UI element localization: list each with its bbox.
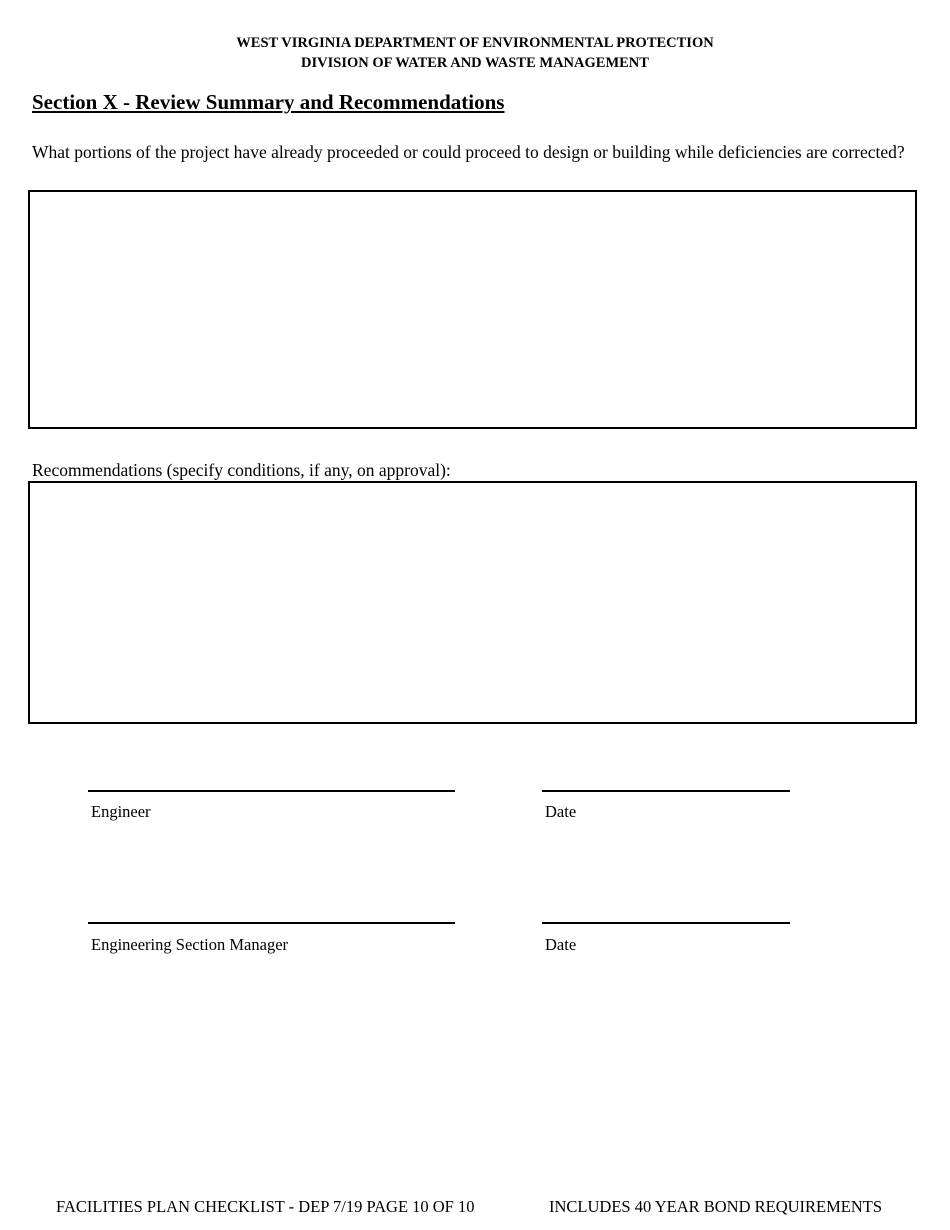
manager-label: Engineering Section Manager (91, 935, 289, 954)
agency-name: WEST VIRGINIA DEPARTMENT OF ENVIRONMENTAL PROTECTION (236, 35, 714, 51)
manager-signature-line[interactable] (88, 922, 455, 924)
engineer-date-line[interactable] (542, 790, 790, 792)
footer-form-id: FACILITIES PLAN CHECKLIST - DEP 7/19 PAGE 10 OF 10 (56, 1197, 475, 1216)
footer-note: INCLUDES 40 YEAR BOND REQUIREMENTS (549, 1197, 883, 1216)
engineer-signature-line[interactable] (88, 790, 455, 792)
recommendations-label: Recommendations (specify conditions, if any, on approval): (32, 460, 451, 480)
engineer-date-label: Date (545, 802, 577, 821)
engineer-label: Engineer (91, 802, 151, 821)
recommendations-field[interactable] (28, 481, 917, 724)
project-portions-field[interactable] (28, 190, 917, 429)
section-title: Section X - Review Summary and Recommendations (32, 90, 505, 114)
manager-date-label: Date (545, 935, 577, 954)
division-name: DIVISION OF WATER AND WASTE MANAGEMENT (301, 55, 649, 71)
question-text: What portions of the project have already proceeded or could proceed to design or building while deficiencies are corrected? (32, 142, 905, 162)
manager-date-line[interactable] (542, 922, 790, 924)
